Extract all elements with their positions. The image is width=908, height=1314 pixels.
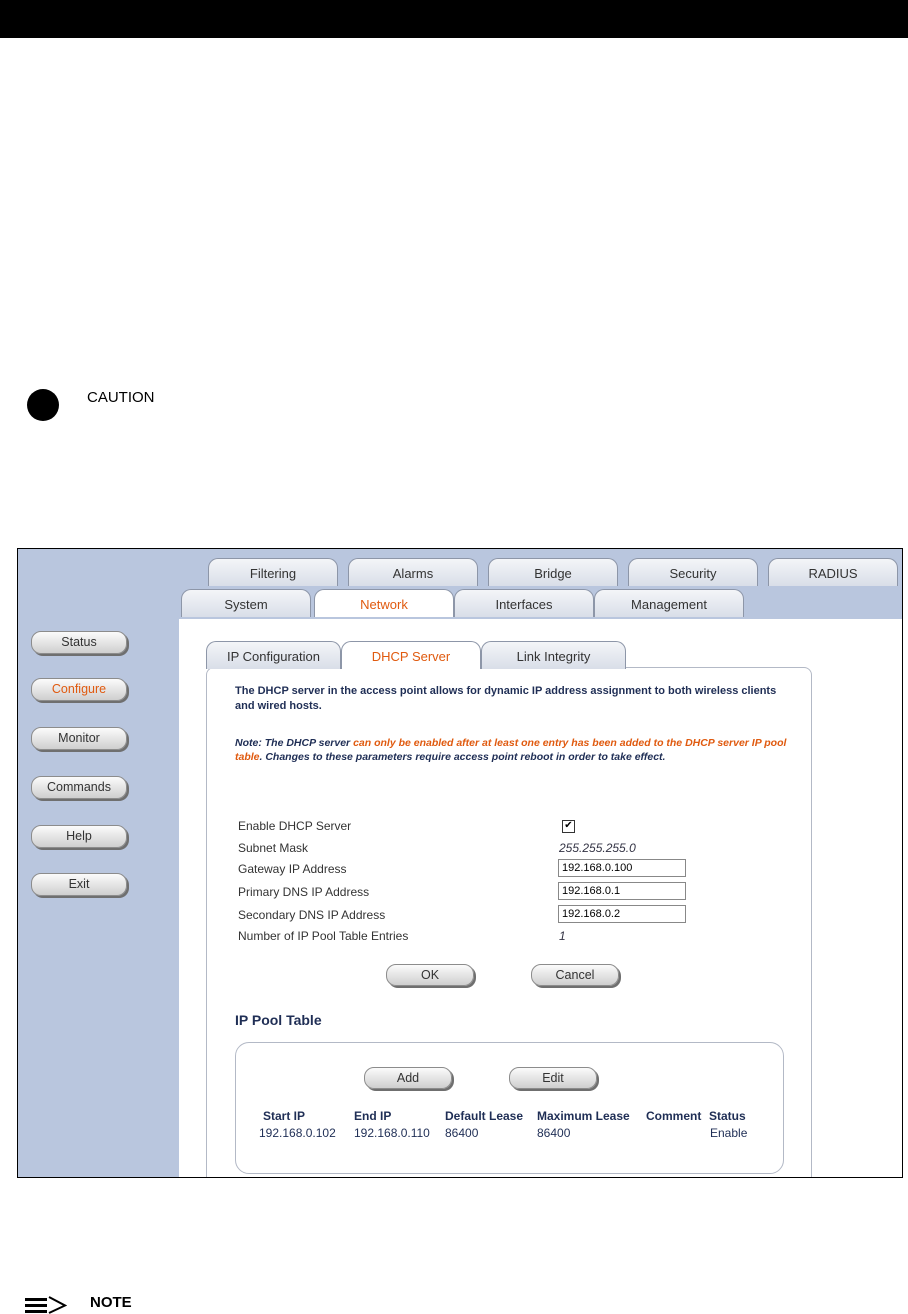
tab-system[interactable] bbox=[181, 589, 311, 617]
tab-bridge[interactable] bbox=[488, 558, 618, 586]
tab-alarms[interactable] bbox=[348, 558, 478, 586]
col-status: Status bbox=[709, 1109, 746, 1123]
col-comment: Comment bbox=[646, 1109, 702, 1123]
cell-status: Enable bbox=[710, 1126, 748, 1140]
nav-configure-button[interactable]: Configure bbox=[31, 678, 127, 701]
screenshot-frame bbox=[17, 548, 903, 1178]
tab-label: DHCP Server bbox=[371, 649, 451, 664]
caution-label: CAUTION bbox=[87, 389, 155, 406]
secondary-dns-label: Secondary DNS IP Address bbox=[238, 908, 386, 922]
edit-button[interactable]: Edit bbox=[509, 1067, 597, 1089]
dhcp-description: The DHCP server in the access point allows for dynamic IP address assignment to both wireless clients and wired hosts. bbox=[235, 685, 777, 712]
gateway-ip-label: Gateway IP Address bbox=[238, 862, 347, 876]
dhcp-note bbox=[235, 736, 805, 764]
cell-start-ip: 192.168.0.102 bbox=[259, 1126, 336, 1140]
tab-label: Interfaces bbox=[495, 597, 553, 612]
tab-ip-configuration[interactable] bbox=[206, 641, 341, 669]
cell-maximum-lease: 86400 bbox=[537, 1126, 571, 1140]
note-text: Note: The DHCP server bbox=[235, 737, 354, 749]
tab-label: Security bbox=[669, 566, 717, 581]
header-bar bbox=[0, 0, 908, 38]
note-highlight: can only be enabled after at least one entry has been added to the DHCP server IP pool table bbox=[235, 737, 787, 763]
nav-monitor-button[interactable]: Monitor bbox=[31, 727, 127, 750]
secondary-dns-input[interactable] bbox=[558, 905, 686, 923]
subnet-mask-label: Subnet Mask bbox=[238, 841, 309, 855]
pool-table-box bbox=[235, 1042, 784, 1174]
tab-dhcp-server[interactable] bbox=[341, 641, 481, 669]
primary-dns-label: Primary DNS IP Address bbox=[238, 885, 370, 899]
cell-end-ip: 192.168.0.110 bbox=[354, 1126, 430, 1140]
tab-label: Bridge bbox=[534, 566, 572, 581]
tab-label: System bbox=[224, 597, 268, 612]
tab-label: IP Configuration bbox=[227, 649, 320, 664]
pool-count-label: Number of IP Pool Table Entries bbox=[238, 929, 409, 943]
tab-filtering[interactable] bbox=[208, 558, 338, 586]
tab-label: Filtering bbox=[249, 566, 297, 581]
note-arrow-icon bbox=[25, 1296, 67, 1314]
ok-button[interactable]: OK bbox=[386, 964, 474, 986]
tab-label: Management bbox=[631, 597, 707, 612]
pool-table-title: IP Pool Table bbox=[235, 1012, 322, 1028]
tab-security[interactable] bbox=[628, 558, 758, 586]
nav-help-button[interactable]: Help bbox=[31, 825, 127, 848]
primary-dns-input[interactable] bbox=[558, 882, 686, 900]
enable-dhcp-label: Enable DHCP Server bbox=[238, 819, 352, 833]
tab-link-integrity[interactable] bbox=[481, 641, 626, 669]
tab-label: RADIUS bbox=[808, 566, 858, 581]
col-end-ip: End IP bbox=[354, 1109, 392, 1123]
cell-default-lease: 86400 bbox=[445, 1126, 479, 1140]
cancel-button[interactable]: Cancel bbox=[531, 964, 619, 986]
note-text-end: . Changes to these parameters require access point reboot in order to take effect. bbox=[259, 751, 666, 763]
col-maximum-lease: Maximum Lease bbox=[537, 1109, 630, 1123]
tab-network[interactable] bbox=[314, 589, 454, 617]
subnet-mask-value: 255.255.255.0 bbox=[559, 841, 636, 855]
tab-radius[interactable] bbox=[768, 558, 898, 586]
nav-commands-button[interactable]: Commands bbox=[31, 776, 127, 799]
tab-label: Alarms bbox=[392, 566, 434, 581]
nav-status-button[interactable]: Status bbox=[31, 631, 127, 654]
tab-label: Network bbox=[360, 597, 408, 612]
col-default-lease: Default Lease bbox=[445, 1109, 524, 1123]
gateway-ip-input[interactable] bbox=[558, 859, 686, 877]
note-label: NOTE bbox=[90, 1294, 132, 1311]
tab-management[interactable] bbox=[594, 589, 744, 617]
pool-count-value: 1 bbox=[559, 929, 566, 943]
nav-exit-button[interactable]: Exit bbox=[31, 873, 127, 896]
tab-label: Link Integrity bbox=[516, 649, 591, 664]
col-start-ip: Start IP bbox=[263, 1109, 306, 1123]
enable-dhcp-checkbox[interactable]: ✔ bbox=[562, 820, 575, 833]
tab-interfaces[interactable] bbox=[454, 589, 594, 617]
caution-icon bbox=[27, 389, 59, 421]
add-button[interactable]: Add bbox=[364, 1067, 452, 1089]
